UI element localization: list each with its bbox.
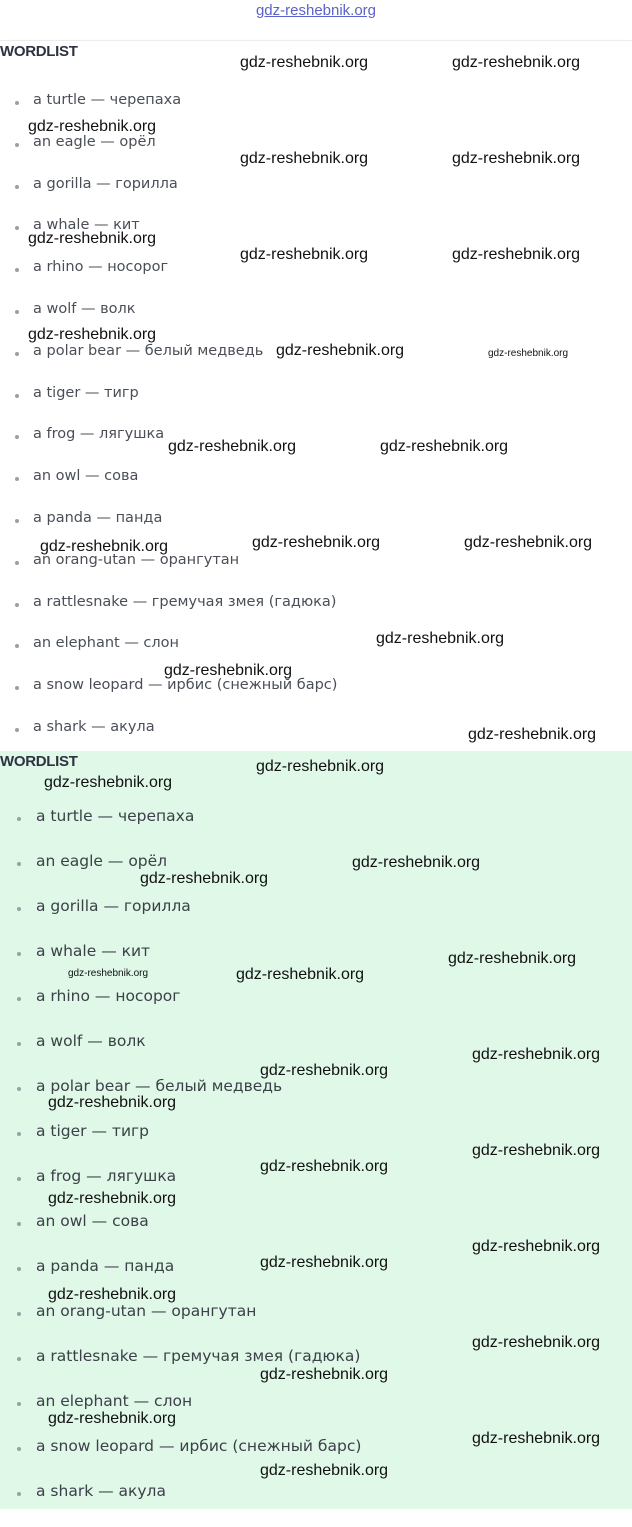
watermark: gdz-reshebnik.org <box>164 662 293 679</box>
watermark: gdz-reshebnik.org <box>252 534 381 551</box>
watermark: gdz-reshebnik.org <box>260 1158 389 1175</box>
wordlist-heading: WORDLIST <box>0 43 78 60</box>
watermark: gdz-reshebnik.org <box>452 246 581 263</box>
watermark: gdz-reshebnik.org <box>256 758 385 775</box>
watermark: gdz-reshebnik.org <box>260 1462 389 1479</box>
bullet-icon <box>17 817 21 821</box>
bullet-icon <box>15 477 19 481</box>
watermark: gdz-reshebnik.org <box>352 854 481 871</box>
watermark: gdz-reshebnik.org <box>472 1334 601 1351</box>
watermark: gdz-reshebnik.org <box>240 150 369 167</box>
bullet-icon <box>15 644 19 648</box>
bullet-icon <box>17 1267 21 1271</box>
watermark: gdz-reshebnik.org <box>68 968 149 979</box>
bullet-icon <box>17 1312 21 1316</box>
bullet-icon <box>15 728 19 732</box>
watermark: gdz-reshebnik.org <box>448 950 577 967</box>
watermark: gdz-reshebnik.org <box>40 538 169 555</box>
site-link[interactable]: gdz-reshebnik.org <box>255 2 377 19</box>
bullet-icon <box>17 952 21 956</box>
watermark: gdz-reshebnik.org <box>472 1142 601 1159</box>
bullet-icon <box>17 1222 21 1226</box>
watermark: gdz-reshebnik.org <box>28 230 157 247</box>
bullet-icon <box>17 1042 21 1046</box>
bullet-icon <box>15 394 19 398</box>
bullet-icon <box>15 226 19 230</box>
bullet-icon <box>17 997 21 1001</box>
watermark: gdz-reshebnik.org <box>472 1046 601 1063</box>
wordlist-panel-green: WORDLIST a turtle — черепаха an eagle — орёл a gorilla — горилла a whale — кит a rhino — носорог a wolf — волк a polar bear — белый медведь a tiger — тигр a frog — лягушка an owl — сова a panda — панда an orang-utan — орангутан a rattlesnake — гремучая змея (гадюка) an elephant — слон a snow leopard — ирбис (снежный барс) a shark — акула <box>0 751 632 1509</box>
watermark: gdz-reshebnik.org <box>276 342 405 359</box>
bullet-icon <box>17 1132 21 1136</box>
watermark: gdz-reshebnik.org <box>260 1062 389 1079</box>
bullet-icon <box>17 1177 21 1181</box>
watermark: gdz-reshebnik.org <box>452 54 581 71</box>
bullet-icon <box>17 1357 21 1361</box>
watermark: gdz-reshebnik.org <box>240 246 369 263</box>
watermark: gdz-reshebnik.org <box>488 348 569 359</box>
watermark: gdz-reshebnik.org <box>48 1410 177 1427</box>
watermark: gdz-reshebnik.org <box>48 1190 177 1207</box>
watermark: gdz-reshebnik.org <box>468 726 597 743</box>
watermark: gdz-reshebnik.org <box>260 1254 389 1271</box>
watermark: gdz-reshebnik.org <box>472 1430 601 1447</box>
bullet-icon <box>15 686 19 690</box>
wordlist-heading: WORDLIST <box>0 753 78 770</box>
bullet-icon <box>17 907 21 911</box>
bullet-icon <box>17 1447 21 1451</box>
watermark: gdz-reshebnik.org <box>464 534 593 551</box>
watermark: gdz-reshebnik.org <box>472 1238 601 1255</box>
bullet-icon <box>15 561 19 565</box>
watermark: gdz-reshebnik.org <box>376 630 505 647</box>
bullet-icon <box>15 143 19 147</box>
watermark: gdz-reshebnik.org <box>28 326 157 343</box>
bullet-icon <box>15 352 19 356</box>
watermark: gdz-reshebnik.org <box>48 1094 177 1111</box>
watermark: gdz-reshebnik.org <box>452 150 581 167</box>
watermark: gdz-reshebnik.org <box>260 1366 389 1383</box>
watermark: gdz-reshebnik.org <box>168 438 297 455</box>
bullet-icon <box>15 603 19 607</box>
bullet-icon <box>17 1087 21 1091</box>
watermark: gdz-reshebnik.org <box>28 118 157 135</box>
bullet-icon <box>17 1492 21 1496</box>
bullet-icon <box>17 862 21 866</box>
bullet-icon <box>15 310 19 314</box>
bullet-icon <box>15 101 19 105</box>
watermark: gdz-reshebnik.org <box>236 966 365 983</box>
watermark: gdz-reshebnik.org <box>140 870 269 887</box>
watermark: gdz-reshebnik.org <box>44 774 173 791</box>
bullet-icon <box>15 268 19 272</box>
watermark: gdz-reshebnik.org <box>380 438 509 455</box>
bullet-icon <box>15 435 19 439</box>
bullet-icon <box>15 185 19 189</box>
wordlist-panel-white: WORDLIST a turtle — черепаха an eagle — орёл a gorilla — горилла a whale — кит a rhino — носорог a wolf — волк a polar bear — белый медведь a tiger — тигр a frog — лягушка an owl — сова a panda — панда an orang-utan — орангутан a rattlesnake — гремучая змея (гадюка) an elephant — слон a snow leopard — ирбис (снежный барс) a shark — акула <box>0 40 632 752</box>
watermark: gdz-reshebnik.org <box>240 54 369 71</box>
watermark: gdz-reshebnik.org <box>48 1286 177 1303</box>
bullet-icon <box>17 1402 21 1406</box>
bullet-icon <box>15 519 19 523</box>
